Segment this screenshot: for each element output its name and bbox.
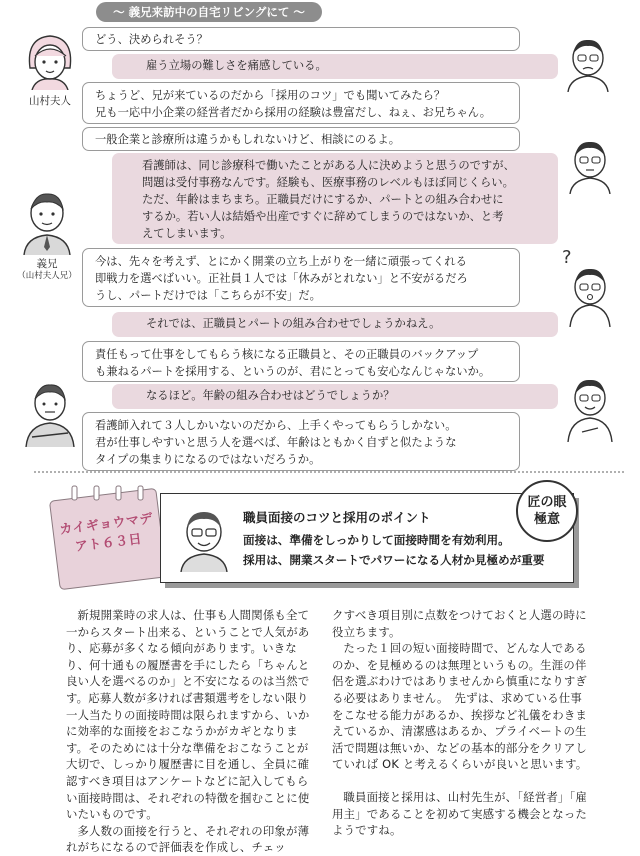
dialogue-line: 責任もって仕事をしてもらう核になる正職員と、その正職員のバックアップ bbox=[95, 348, 479, 361]
dialogue-bubble-2 bbox=[112, 54, 558, 79]
dialogue-line: それでは、正職員とパートの組み合わせでしょうかねえ。 bbox=[146, 317, 441, 330]
article-paragraph: 多人数の面接を行うと、それぞれの印象が薄れがちになるので評価表を作成し、チェッ bbox=[66, 823, 310, 855]
dialogue-line: するか。若い人は結婚や出産ですぐに辞めてしまうのではないか、と考 bbox=[142, 210, 504, 223]
dialogue-line: 兄も一応中小企業の経営者だから採用の経験は豊富だし、ねぇ、お兄ちゃん。 bbox=[95, 106, 492, 119]
mrs-yamamura-avatar bbox=[20, 28, 80, 90]
dialogue-bubble-6 bbox=[82, 248, 520, 307]
brother-in-law-name: 義兄 bbox=[36, 258, 58, 270]
svg-text:?: ? bbox=[562, 247, 572, 268]
article-paragraph: 新規開業時の求人は、仕事も人間関係も全て一からスタート出来る、ということで人気があり、応募が多くなる傾向があります。いきなり、何十通もの履歴書を手にしたら「ちゃんと良い人を選べるのか」と不安になるのは当然です。応募人数が多ければ書類選考をしない限り一人当たりの面接時間は限られますから、いかに効率的な面接をおこなうかがカギとなります。そのためには十分な準備をおこなうことが大切で、しっかり履歴書に目を通し、全員に確認すべき項目はアンケートなどに記入してもらい面接時間は、それぞれの特徴を掴むことに使いたいものです。 bbox=[66, 608, 310, 822]
dialogue-bubble-4 bbox=[82, 127, 520, 151]
stamp-line-2: 極意 bbox=[533, 512, 560, 527]
tip-line-2: 採用は、開業スタートでパワーになる人材か見極めが重要 bbox=[243, 553, 545, 567]
doctor-avatar-1 bbox=[560, 30, 616, 92]
dialogue-line: 即戦力を選べばいい。正社員１人では「休みがとれない」と不安がるだろ bbox=[95, 272, 468, 285]
dialogue-bubble-9 bbox=[112, 384, 558, 409]
calendar-rings-icon bbox=[60, 484, 160, 504]
dialogue-line: なるほど。年齢の組み合わせはどうでしょうか？ bbox=[146, 389, 395, 402]
countdown-line-1: カイギョウマデ bbox=[58, 511, 154, 538]
dialogue-line: うし、パートだけでは「こちらが不安」だ。 bbox=[95, 289, 321, 302]
countdown-calendar bbox=[46, 480, 164, 590]
dialogue-bubble-1 bbox=[82, 27, 520, 51]
brother-in-law-relation: （山村夫人兄） bbox=[17, 271, 77, 281]
dialogue-bubble-8 bbox=[82, 341, 520, 382]
dialogue-line: どう、決められそう？ bbox=[95, 33, 208, 46]
section-divider bbox=[34, 471, 624, 473]
scene-banner: ～ 義兄来訪中の自宅リビングにて ～ bbox=[96, 2, 322, 22]
dialogue-bubble-10 bbox=[82, 412, 520, 471]
article-column-left bbox=[66, 607, 314, 856]
dialogue-bubble-7 bbox=[112, 312, 558, 337]
dialogue-bubble-5 bbox=[112, 153, 558, 244]
article-paragraph: クすべき項目別に点数をつけておくと人選の時に役立ちます。 bbox=[332, 608, 587, 639]
dialogue-line: 雇う立場の難しさを痛感している。 bbox=[146, 59, 327, 72]
brother-in-law-avatar-2 bbox=[20, 375, 80, 447]
dialogue-bubble-3 bbox=[82, 82, 520, 124]
dialogue-line: えてしまいます。 bbox=[142, 227, 232, 240]
brother-in-law-avatar bbox=[16, 185, 78, 255]
doctor-avatar-3 bbox=[560, 245, 618, 327]
tip-line-1: 面接は、準備をしっかりして面接時間を有効利用。 bbox=[243, 533, 510, 547]
expert-eye-stamp bbox=[516, 480, 578, 542]
article-column-right bbox=[332, 607, 590, 839]
dialogue-line: も兼ねるパートを採用する、というのが、君にとっても安心なんじゃないか。 bbox=[95, 365, 491, 378]
article-paragraph: 職員面接と採用は、山村先生が、「経営者」「雇用主」であることを初めて実感する機会となったようですね。 bbox=[332, 789, 587, 838]
stamp-line-1: 匠の眼 bbox=[527, 495, 567, 510]
dialogue-line: 君が仕事しやすいと思う人を選べば、年齢はともかく自ずと似たような bbox=[95, 436, 457, 449]
tip-title: 職員面接のコツと採用のポイント bbox=[243, 510, 431, 525]
dialogue-line: ちょうど、兄が来ているのだから「採用のコツ」でも聞いてみたら？ bbox=[95, 89, 446, 102]
dialogue-line: 一般企業と診療所は違うかもしれないけど、相談にのるよ。 bbox=[95, 133, 401, 146]
brother-in-law-label bbox=[12, 258, 82, 282]
dialogue-line: ただ、年齢はまちまち。正職員だけにするか、パートとの組み合わせに bbox=[142, 193, 504, 206]
dialogue-line: 看護師入れて３人しかいないのだから、上手くやってもらうしかない。 bbox=[95, 419, 457, 432]
dialogue-line: 今は、先々を考えず、とにかく開業の立ち上がりを一緒に頑張ってくれる bbox=[95, 255, 467, 268]
doctor-avatar-4 bbox=[562, 370, 618, 442]
key-points-box bbox=[160, 493, 574, 583]
mrs-yamamura-label: 山村夫人 bbox=[29, 95, 71, 107]
countdown-line-2: アト６３日 bbox=[74, 531, 143, 556]
dialogue-line: 問題は受付事務なんです。経験も、医療事務のレベルもほぼ同じくらい。 bbox=[142, 176, 514, 189]
dialogue-line: 看護師は、同じ診療科で働いたことがある人に決めようと思うのですが、 bbox=[142, 159, 515, 172]
article-paragraph: たった１回の短い面接時間で、どんな人であるのか、を見極めるのは無理というもの。生涯の伴侶を選ぶわけではありませんから慎重になりすぎる必要はありません。 先ずは、求めている仕事をこなせる能力があるか、挨拶など礼儀をわきまえているか、清潔感はあるか、プライベートの生活で問題は無いか、などの基本的部分をクリアしていれば OK と考えるくらいが良いと思います。 bbox=[332, 641, 588, 772]
dialogue-line: タイプの集まりになるのではないだろうか。 bbox=[95, 453, 321, 466]
expert-avatar bbox=[175, 504, 233, 572]
doctor-avatar-2 bbox=[562, 132, 618, 194]
countdown-text bbox=[52, 509, 162, 560]
